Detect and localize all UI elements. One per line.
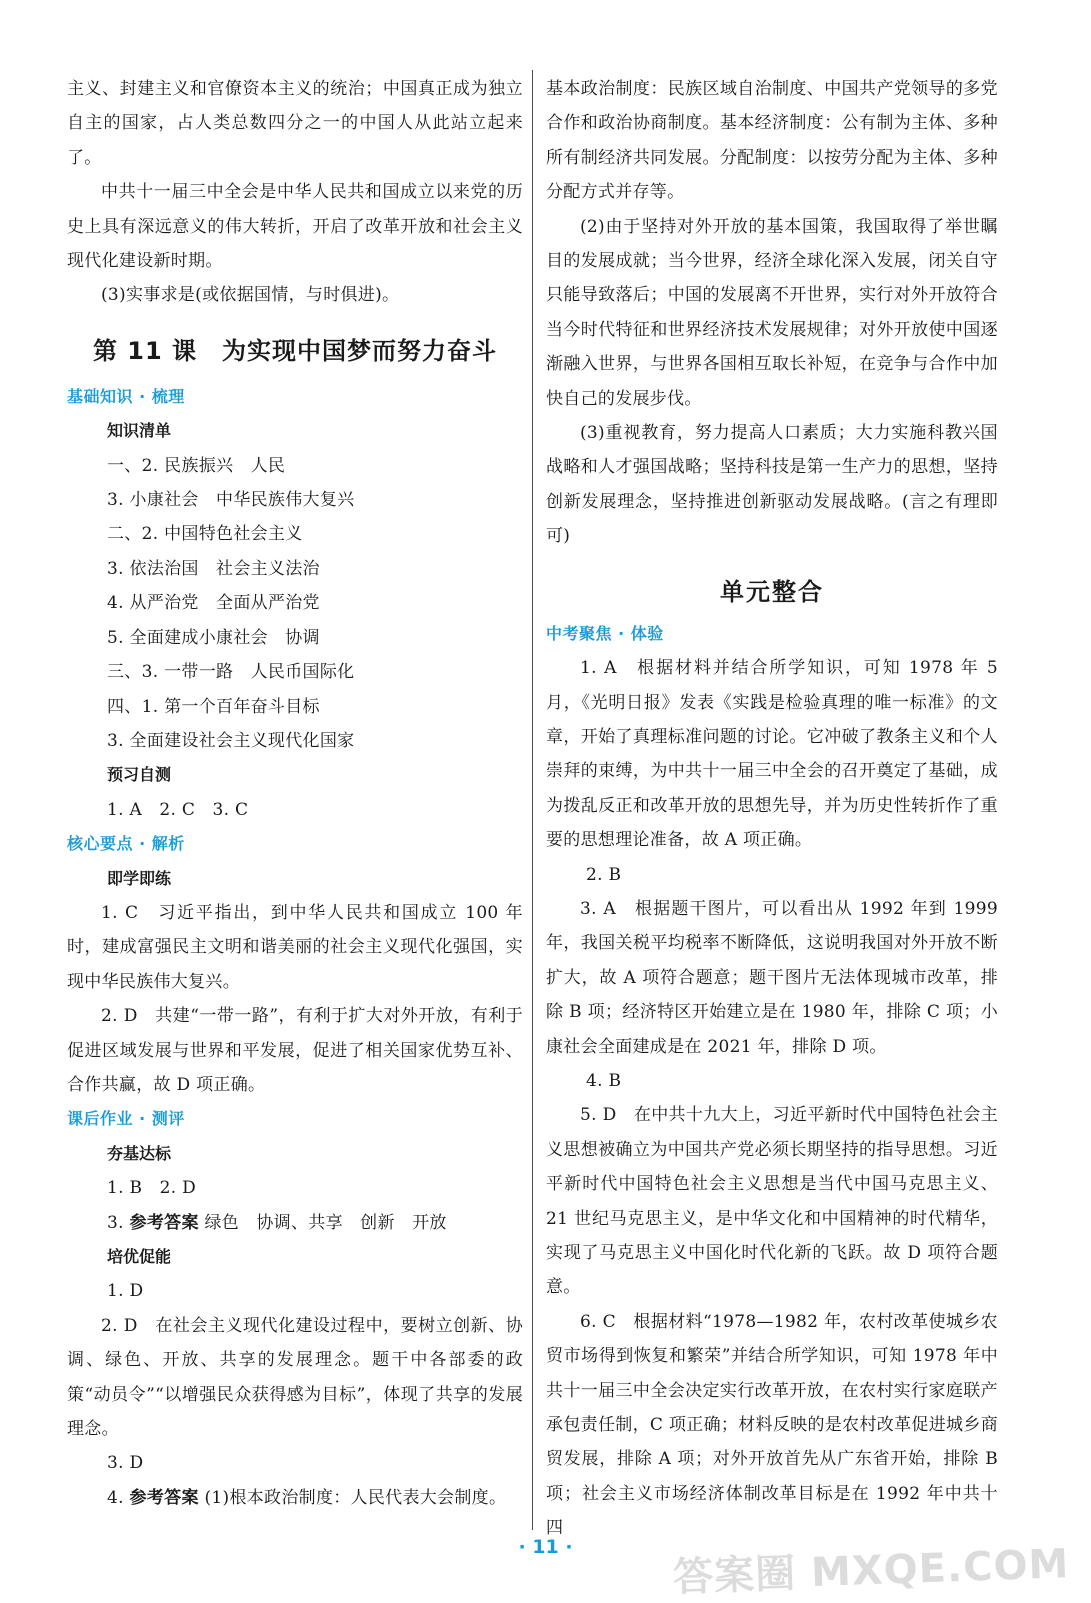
- practice-answer-1: 1. C 习近平指出，到中华人民共和国成立 100 年时，建成富强民主文明和谐美丽的社会主义现代化强国，实现中华民族伟大复兴。: [67, 902, 523, 992]
- subheading-basic-standard: 夯基达标: [107, 1143, 172, 1163]
- continued-paragraph-3: (3)重视教育，努力提高人口素质；大力实施科教兴国战略和人才强国战略；坚持科技是第一生产力的思想，坚持创新发展理念，坚持推进创新驱动发展战略。(言之有理即可): [546, 423, 998, 547]
- question-number: 3.: [107, 1212, 124, 1233]
- preview-answers: 1. A 2. C 3. C: [107, 799, 249, 820]
- advanced-answer-4: [67, 1481, 523, 1515]
- subheading-knowledge-list: 知识清单: [107, 421, 172, 441]
- unit-title: 单元整合: [720, 577, 824, 606]
- knowledge-item: 二、2. 中国特色社会主义: [107, 524, 303, 545]
- advanced-answer-2: 2. D 在社会主义现代化建设过程中，要树立创新、协调、绿色、开放、共享的发展理念。题干中各部委的政策“动员令”“以增强民众获得感为目标”，体现了共享的发展理念。: [67, 1315, 523, 1440]
- knowledge-item: 3. 小康社会 中华民族伟大复兴: [107, 490, 355, 511]
- knowledge-item: 4. 从严治党 全面从严治党: [107, 593, 320, 614]
- basic-answer-3: [67, 1206, 523, 1240]
- intro-paragraph-1: 主义、封建主义和官僚资本主义的统治；中国真正成为独立自主的国家，占人类总数四分之一的中国人从此站立起来了。: [67, 79, 523, 168]
- advanced-answer-3: 3. D: [107, 1453, 144, 1474]
- subheading-practice: 即学即练: [107, 868, 172, 888]
- section-heading-basics: 基础知识 · 梳理: [67, 386, 185, 406]
- exam-answer-5: 5. D 在中共十九大上，习近平新时代中国特色社会主义思想被确立为中国共产党必须长期坚持的指导思想。习近平新时代中国特色社会主义思想是当代中国马克思主义、21 世纪马克思主义，是中华文化和中国精神的时代精华，实现了马克思主义中国化时代化新的飞跃。故 D 项符合题意。: [546, 1105, 998, 1298]
- reference-answer-label: 参考答案: [129, 1212, 199, 1233]
- answer-text: 绿色 协调、共享 创新 开放: [204, 1212, 447, 1233]
- knowledge-item: 5. 全面建成小康社会 协调: [107, 627, 320, 648]
- intro-paragraph-2: 中共十一届三中全会是中华人民共和国成立以来党的历史上具有深远意义的伟大转折，开启了改革开放和社会主义现代化建设新时期。: [67, 182, 523, 272]
- left-column: [67, 72, 523, 1515]
- subheading-preview-test: 预习自测: [107, 765, 172, 785]
- right-column: [546, 72, 998, 1546]
- exam-answer-3: 3. A 根据题干图片，可以看出从 1992 年到 1999 年，我国关税平均税率不断降低，这说明我国对外开放不断扩大，故 A 项符合题意；题干图片无法体现城市改革，排除 B 项；经济特区开始建立是在 1980 年，排除 C 项；小康社会全面建成是在 2021 年，排除 D 项。: [546, 898, 998, 1057]
- exam-answer-1: 1. A 根据材料并结合所学知识，可知 1978 年 5 月，《光明日报》发表《实践是检验真理的唯一标准》的文章，开始了真理标准问题的讨论。它冲破了教条主义和个人崇拜的束缚，为中共十一届三中全会的召开奠定了基础，成为拨乱反正和改革开放的思想先导，并为历史性转折作了重要的思想理论准备，故 A 项正确。: [546, 658, 998, 851]
- continued-paragraph-1: 基本政治制度：民族区域自治制度、中国共产党领导的多党合作和政治协商制度。基本经济制度：公有制为主体、多种所有制经济共同发展。分配制度：以按劳分配为主体、多种分配方式并存等。: [546, 79, 998, 203]
- practice-answer-2: 2. D 共建“一带一路”，有利于扩大对外开放，有利于促进区域发展与世界和平发展，促进了相关国家优势互补、合作共赢，故 D 项正确。: [67, 1006, 523, 1095]
- knowledge-item: 一、2. 民族振兴 人民: [107, 455, 286, 476]
- subheading-advanced: 培优促能: [107, 1247, 172, 1266]
- section-heading-core-points: 核心要点 · 解析: [67, 834, 185, 854]
- reference-answer-label: 参考答案: [129, 1487, 199, 1508]
- watermark-logo: 答案圈 MXQE.COM: [672, 1541, 1070, 1601]
- page-number: · 11 ·: [518, 1536, 573, 1558]
- section-heading-exam-focus: 中考聚焦 · 体验: [546, 623, 664, 643]
- question-number: 4.: [107, 1487, 124, 1508]
- exam-answer-6: 6. C 根据材料“1978—1982 年，农村改革使城乡农贸市场得到恢复和繁荣”并结合所学知识，可知 1978 年中共十一届三中全会决定实行改革开放，在农村实行家庭联产承包责任制，C 项正确；材料反映的是农村改革促进城乡商贸发展，排除 A 项；对外开放首先从广东省开始，排除 B 项；社会主义市场经济体制改革目标是在 1992 年中共十四: [546, 1311, 998, 1539]
- section-heading-homework: 课后作业 · 测评: [67, 1109, 185, 1129]
- advanced-answer-1: 1. D: [107, 1281, 144, 1302]
- knowledge-item: 三、3. 一带一路 人民币国际化: [107, 662, 355, 683]
- knowledge-item: 3. 依法治国 社会主义法治: [107, 558, 320, 579]
- answer-text: (1)根本政治制度：人民代表大会制度。: [204, 1487, 507, 1508]
- column-divider: [532, 70, 533, 1530]
- knowledge-item: 四、1. 第一个百年奋斗目标: [107, 696, 320, 717]
- knowledge-item: 3. 全面建设社会主义现代化国家: [107, 730, 355, 751]
- exam-answer-2: 2. B: [586, 864, 622, 885]
- basic-answers: 1. B 2. D: [107, 1178, 197, 1199]
- exam-answer-4: 4. B: [586, 1070, 622, 1091]
- continued-paragraph-2: (2)由于坚持对外开放的基本国策，我国取得了举世瞩目的发展成就；当今世界，经济全球化深入发展，闭关自守只能导致落后；中国的发展离不开世界，实行对外开放符合当今时代特征和世界经济技术发展规律；对外开放使中国逐渐融入世界，与世界各国相互取长补短，在竞争与合作中加快自己的发展步伐。: [546, 216, 998, 409]
- intro-paragraph-3: (3)实事求是(或依据国情，与时俱进)。: [101, 285, 400, 306]
- lesson-title: 第 11 课 为实现中国梦而努力奋斗: [92, 336, 498, 365]
